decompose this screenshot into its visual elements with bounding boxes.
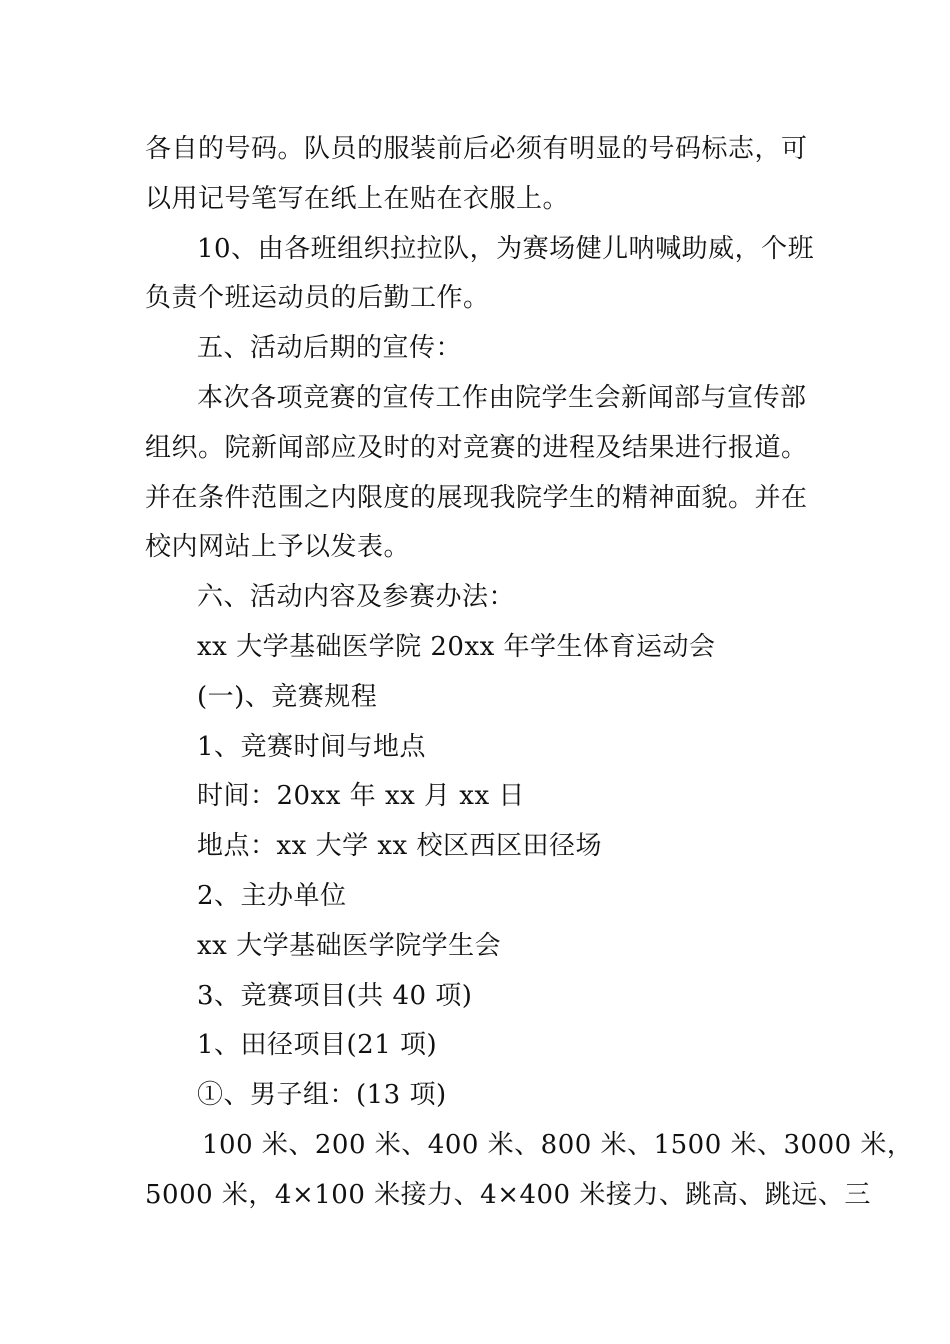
paragraph-line: 5000 米，4×100 米接力、4×400 米接力、跳高、跳远、三 bbox=[145, 1179, 871, 1210]
paragraph-line: 并在条件范围之内限度的展现我院学生的精神面貌。并在 bbox=[145, 482, 808, 513]
list-item: xx 大学基础医学院学生会 bbox=[197, 930, 502, 961]
section-heading: 五、活动后期的宣传： bbox=[197, 333, 463, 364]
paragraph-line: 100 米、200 米、400 米、800 米、1500 米、3000 米， bbox=[202, 1129, 914, 1160]
list-item: 3、竞赛项目(共 40 项) bbox=[197, 980, 473, 1011]
paragraph-line: 各自的号码。队员的服装前后必须有明显的号码标志，可 bbox=[145, 134, 808, 164]
list-item: 2、主办单位 bbox=[197, 880, 347, 911]
event-title: xx 大学基础医学院 20xx 年学生体育运动会 bbox=[197, 631, 716, 662]
subsection-heading: (一)、竞赛规程 bbox=[197, 681, 378, 712]
list-item: 1、田径项目(21 项) bbox=[197, 1030, 438, 1061]
paragraph-line: 校内网站上予以发表。 bbox=[145, 532, 411, 563]
paragraph-line: 10、由各班组织拉拉队，为赛场健儿呐喊助威，个班 bbox=[197, 233, 815, 264]
paragraph-line: 负责个班运动员的后勤工作。 bbox=[145, 283, 490, 314]
paragraph-line: 组织。院新闻部应及时的对竞赛的进程及结果进行报道。 bbox=[145, 432, 808, 463]
list-item: 时间：20xx 年 xx 月 xx 日 bbox=[197, 781, 525, 812]
list-item: 1、竞赛时间与地点 bbox=[197, 731, 427, 762]
paragraph-line: 本次各项竞赛的宣传工作由院学生会新闻部与宣传部 bbox=[197, 382, 807, 413]
paragraph-line: 以用记号笔写在纸上在贴在衣服上。 bbox=[145, 183, 570, 214]
section-heading: 六、活动内容及参赛办法： bbox=[197, 582, 516, 613]
list-item: ①、男子组：(13 项) bbox=[197, 1080, 447, 1111]
document-body bbox=[145, 125, 914, 1221]
list-item: 地点：xx 大学 xx 校区西区田径场 bbox=[197, 831, 602, 862]
